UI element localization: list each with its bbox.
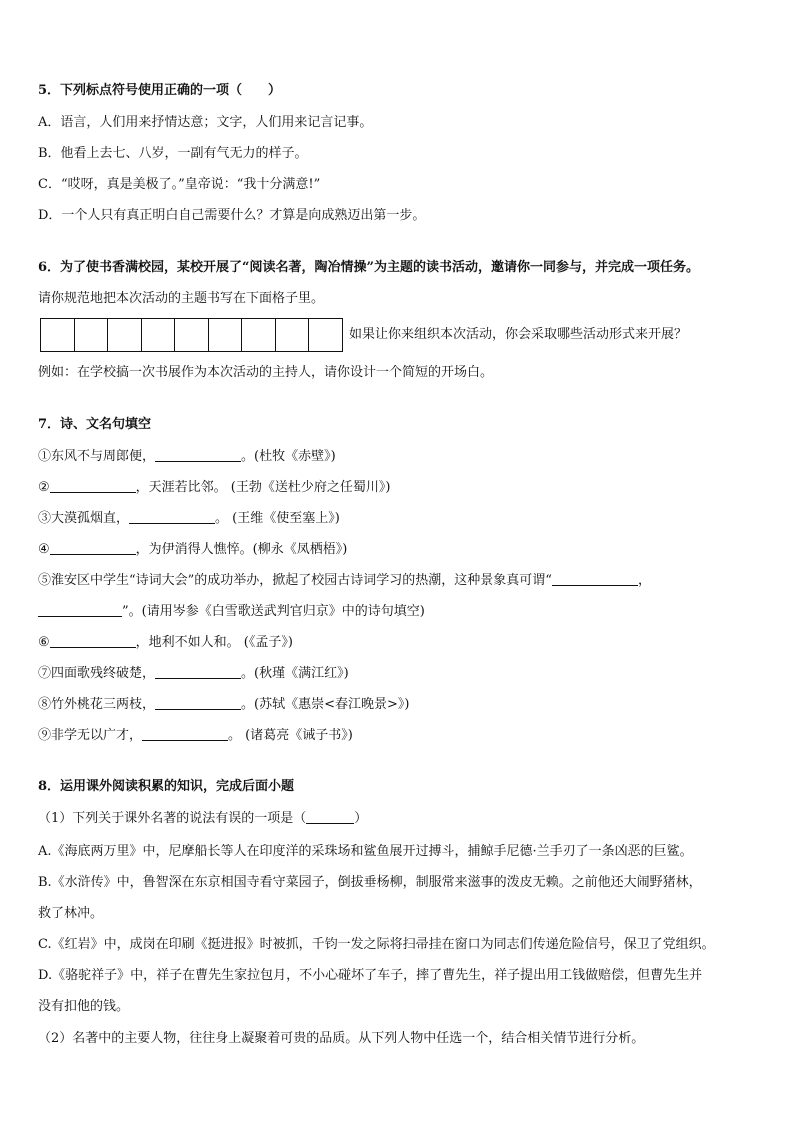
answer-blank[interactable] <box>50 633 136 648</box>
item-text: 。(秋瑾《满江红》) <box>241 666 349 681</box>
q8-option-d-line2: 没有扣他的钱。 <box>38 999 130 1014</box>
q6-after-grid: 如果让你来组织本次活动，你会采取哪些活动形式来开展？ <box>349 327 688 342</box>
grid-cell[interactable] <box>242 318 276 352</box>
item-text: ③大漠孤烟直， <box>38 511 130 526</box>
item-text: ⑥ <box>38 635 50 650</box>
q5-option-d: D．一个人只有真正明白自己需要什么？才算是向成熟迈出第一步。 <box>38 208 426 223</box>
grid-cell[interactable] <box>209 318 243 352</box>
answer-blank[interactable] <box>306 809 354 824</box>
q8-option-d-line1: D.《骆驼祥子》中，祥子在曹先生家拉包月，不小心碰坏了车子，摔了曹先生，祥子提出用工钱做赔偿，但曹先生并 <box>38 968 703 983</box>
q7-item-4 <box>38 540 347 559</box>
q8-option-b-line2: 救了林冲。 <box>38 906 104 921</box>
q7-item-6 <box>38 633 293 652</box>
q6-stem-line1: 6．为了使书香满校园，某校开展了“阅读名著，陶冶情操”为主题的读书活动，邀请你一同参与，并完成一项任务。 <box>38 260 700 275</box>
item-text: ④ <box>38 542 50 557</box>
q6-stem-line2: 请你规范地把本次活动的主题书写在下面格子里。 <box>38 291 325 306</box>
item-text: ⑨非学无以广才， <box>38 728 143 743</box>
answer-blank[interactable] <box>38 602 122 617</box>
grid-cell[interactable] <box>276 318 310 352</box>
item-text: ⑧竹外桃花三两枝， <box>38 697 156 712</box>
item-text: 。(苏轼《惠崇<春江晚景>》) <box>241 697 410 712</box>
q7-item-3 <box>38 509 340 528</box>
q8-option-b-line1: B.《水浒传》中，鲁智深在东京相国寺看守菜园子，倒拔垂杨柳，制服常来滋事的泼皮无赖。之前他还大闹野猪林， <box>38 875 702 890</box>
answer-grid[interactable] <box>40 318 343 352</box>
answer-blank[interactable] <box>50 540 136 555</box>
q8-sub2: （2）名著中的主要人物，往往身上凝聚着可贵的品质。从下列人物中任选一个，结合相关情节进行分析。 <box>38 1031 645 1046</box>
answer-blank[interactable] <box>155 447 241 462</box>
item-text: ⑦四面歌残终破楚， <box>38 666 156 681</box>
q7-item-9 <box>38 726 353 745</box>
answer-blank[interactable] <box>155 695 241 710</box>
q7-item-5-cont <box>38 602 425 621</box>
answer-blank[interactable] <box>129 509 215 524</box>
q7-item-2 <box>38 478 390 497</box>
item-text: ，为伊消得人憔悴。(柳永《凤栖梧》) <box>135 542 348 557</box>
q8-stem: 8．运用课外阅读积累的知识，完成后面小题 <box>38 779 295 794</box>
q7-stem: 7．诗、文名句填空 <box>38 417 152 432</box>
item-text: （1）下列关于课外名著的说法有误的一项是（ <box>38 811 307 826</box>
q7-item-7 <box>38 664 349 683</box>
q6-stem-line3: 例如：在学校搞一次书展作为本次活动的主持人，请你设计一个简短的开场白。 <box>38 365 494 380</box>
q5-stem: 5．下列标点符号使用正确的一项（ ） <box>38 83 282 98</box>
item-text: ”。(请用岑参《白雪歌送武判官归京》中的诗句填空) <box>122 604 425 619</box>
q5-option-c: C．“哎呀，真是美极了。”皇帝说：“我十分满意!” <box>38 177 321 192</box>
q8-option-a: A.《海底两万里》中，尼摩船长等人在印度洋的采珠场和鲨鱼展开过搏斗，捕鲸手尼德·兰手刃了一条凶恶的巨鲨。 <box>38 844 693 859</box>
grid-cell[interactable] <box>41 318 75 352</box>
item-text: ⑤淮安区中学生“诗词大会”的成功举办，掀起了校园古诗词学习的热潮，这种景象真可谓“ <box>38 573 552 588</box>
answer-blank[interactable] <box>142 726 228 741</box>
q7-item-8 <box>38 695 409 714</box>
q8-sub1 <box>38 809 367 828</box>
grid-cell[interactable] <box>142 318 176 352</box>
q5-option-a: A．语言，人们用来抒情达意；文字，人们用来记言记事。 <box>38 115 373 130</box>
q7-item-5 <box>38 571 651 590</box>
item-text: 。 (王维《使至塞上》) <box>215 511 340 526</box>
item-text: 。 (诸葛亮《诫子书》) <box>228 728 353 743</box>
answer-blank[interactable] <box>155 664 241 679</box>
grid-cell[interactable] <box>108 318 142 352</box>
q7-item-1 <box>38 447 336 466</box>
item-text: ） <box>354 811 368 826</box>
answer-blank[interactable] <box>50 478 136 493</box>
item-text: ，地利不如人和。 (《孟子》) <box>135 635 293 650</box>
grid-cell[interactable] <box>75 318 109 352</box>
item-text: 。(杜牧《赤壁》) <box>241 449 336 464</box>
item-text: ①东风不与周郎便， <box>38 449 156 464</box>
q8-option-c: C.《红岩》中，成岗在印刷《挺进报》时被抓，千钧一发之际将扫帚挂在窗口为同志们传递危险信号，保卫了党组织。 <box>38 937 715 952</box>
grid-cell[interactable] <box>175 318 209 352</box>
grid-cell[interactable] <box>309 318 343 352</box>
q5-option-b: B．他看上去七、八岁，一副有气无力的样子。 <box>38 146 308 161</box>
item-text: ② <box>38 480 50 495</box>
item-text: ，天涯若比邻。 (王勃《送杜少府之任蜀川》) <box>135 480 391 495</box>
answer-blank[interactable] <box>552 571 638 586</box>
item-text: ， <box>637 573 651 588</box>
